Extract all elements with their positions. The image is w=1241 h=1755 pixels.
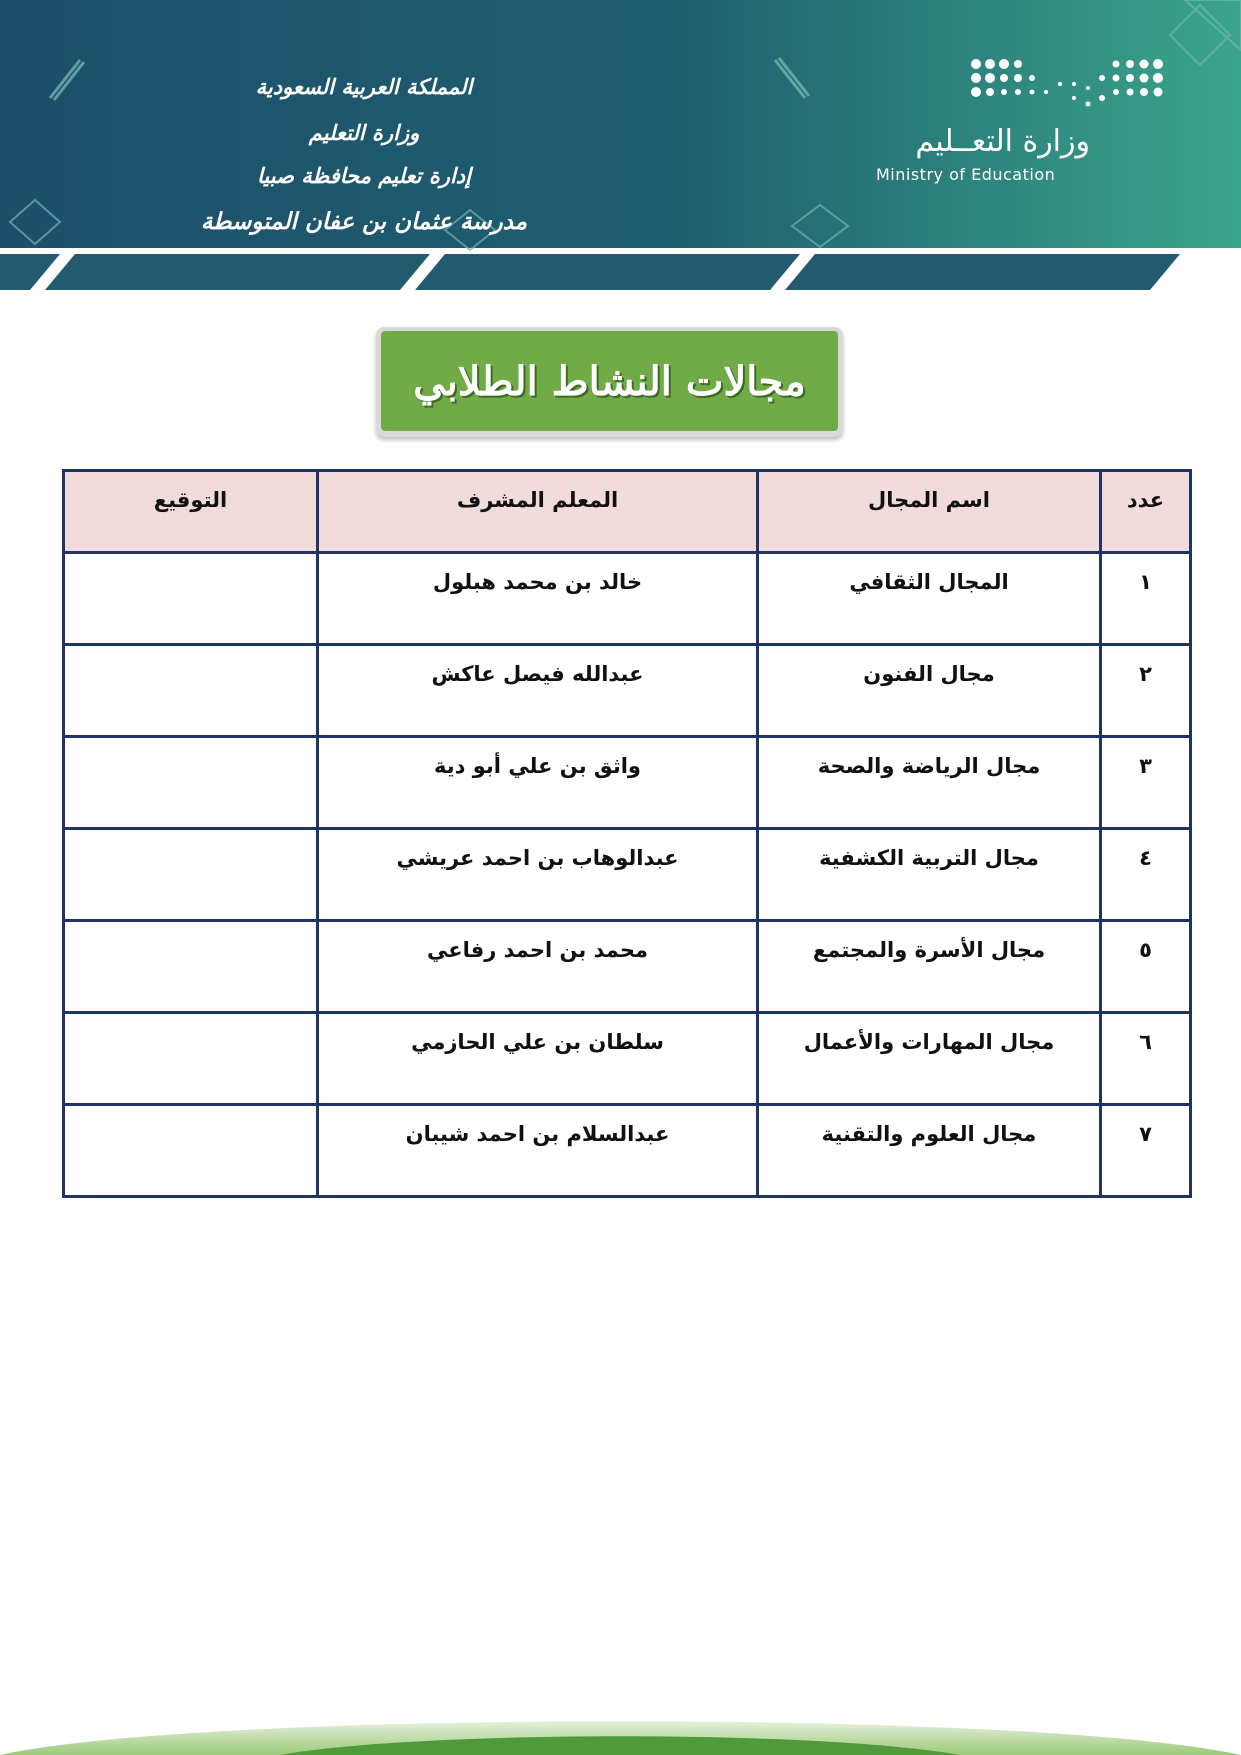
ministry-logo-arabic: وزارة التعــليم [915, 124, 1090, 159]
cell-signature[interactable] [64, 737, 318, 829]
footer-decoration [0, 1700, 1241, 1755]
cell-teacher: عبدالله فيصل عاكش [318, 645, 758, 737]
cell-num: ٣ [1101, 737, 1191, 829]
cell-num: ٤ [1101, 829, 1191, 921]
cell-signature[interactable] [64, 921, 318, 1013]
cell-num: ٥ [1101, 921, 1191, 1013]
table-row [64, 829, 1191, 921]
cell-signature[interactable] [64, 1105, 318, 1197]
header-field: اسم المجال [758, 471, 1101, 553]
header-line-ministry: وزارة التعليم [308, 120, 420, 145]
title-badge [376, 327, 843, 437]
table-row [64, 1013, 1191, 1105]
header-line-department: إدارة تعليم محافظة صبيا [257, 163, 471, 188]
header-line-kingdom: المملكة العربية السعودية [255, 74, 473, 99]
cell-teacher: عبدالوهاب بن احمد عريشي [318, 829, 758, 921]
cell-signature[interactable] [64, 553, 318, 645]
cell-teacher: خالد بن محمد هبلول [318, 553, 758, 645]
cell-field: مجال الرياضة والصحة [758, 737, 1101, 829]
cell-field: مجال الأسرة والمجتمع [758, 921, 1101, 1013]
header-line-school: مدرسة عثمان بن عفان المتوسطة [200, 208, 528, 235]
cell-field: مجال التربية الكشفية [758, 829, 1101, 921]
cell-signature[interactable] [64, 1013, 318, 1105]
cell-num: ٦ [1101, 1013, 1191, 1105]
cell-teacher: واثق بن علي أبو دية [318, 737, 758, 829]
ministry-logo-english: Ministry of Education [876, 165, 1056, 184]
table-row [64, 645, 1191, 737]
cell-field: المجال الثقافي [758, 553, 1101, 645]
cell-num: ٢ [1101, 645, 1191, 737]
cell-num: ١ [1101, 553, 1191, 645]
table-row [64, 1105, 1191, 1197]
cell-signature[interactable] [64, 645, 318, 737]
page-title: مجالات النشاط الطلابي [381, 331, 838, 431]
table-row [64, 553, 1191, 645]
header-teacher: المعلم المشرف [318, 471, 758, 553]
cell-field: مجال العلوم والتقنية [758, 1105, 1101, 1197]
table-row [64, 921, 1191, 1013]
cell-teacher: عبدالسلام بن احمد شيبان [318, 1105, 758, 1197]
cell-signature[interactable] [64, 829, 318, 921]
header-banner [0, 0, 1241, 290]
cell-num: ٧ [1101, 1105, 1191, 1197]
ministry-logo-icon [970, 58, 1170, 118]
cell-field: مجال الفنون [758, 645, 1101, 737]
activities-table [62, 469, 1192, 1198]
cell-field: مجال المهارات والأعمال [758, 1013, 1101, 1105]
cell-teacher: محمد بن احمد رفاعي [318, 921, 758, 1013]
cell-teacher: سلطان بن علي الحازمي [318, 1013, 758, 1105]
header-signature: التوقيع [64, 471, 318, 553]
table-row [64, 737, 1191, 829]
header-num: عدد [1101, 471, 1191, 553]
table-header-row [64, 471, 1191, 553]
